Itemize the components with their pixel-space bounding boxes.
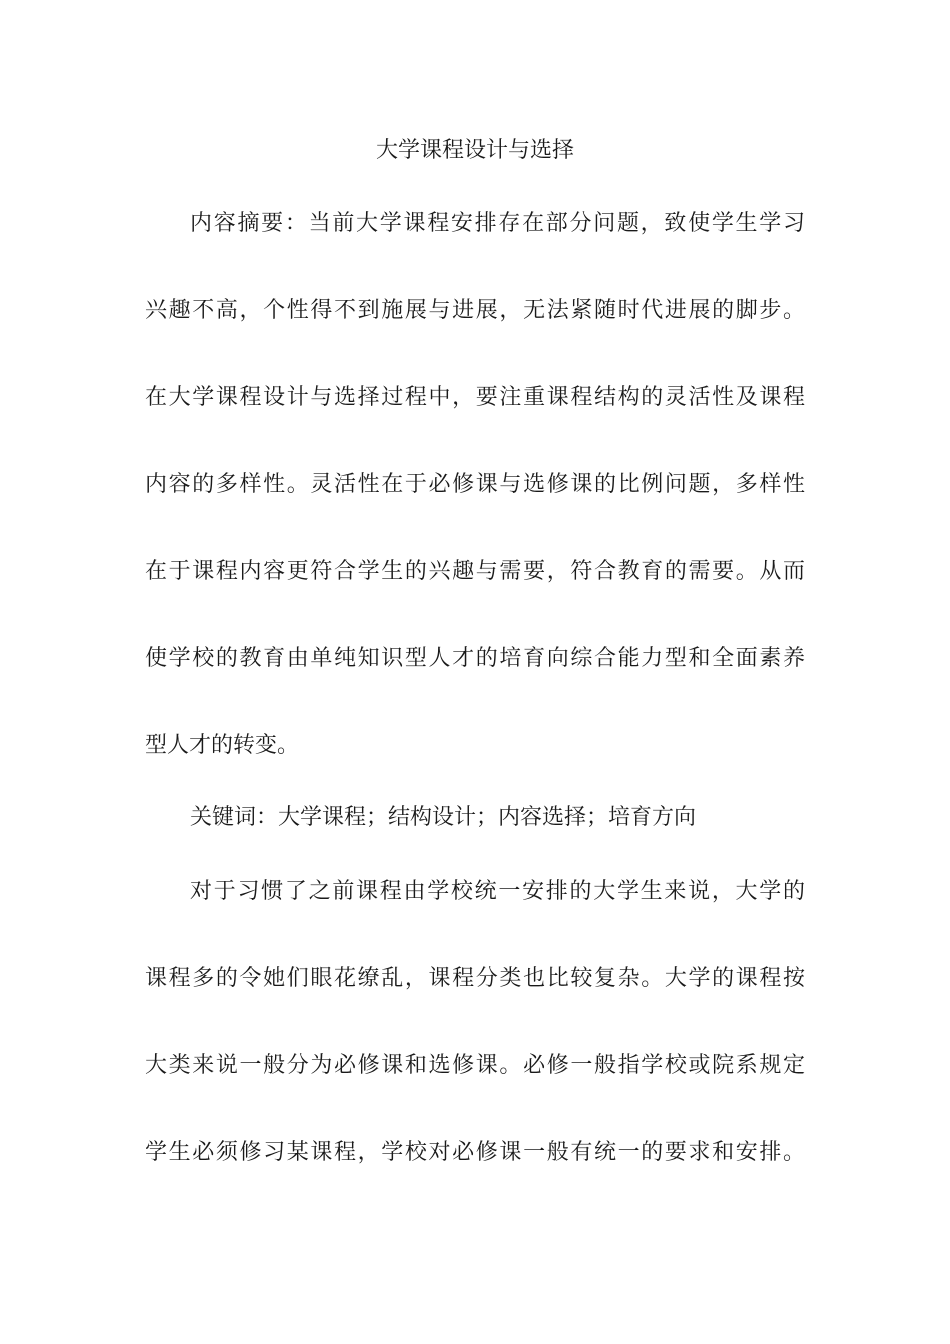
keywords-line: 关键词：大学课程；结构设计；内容选择；培育方向	[190, 805, 697, 830]
document-title: 大学课程设计与选择	[375, 138, 574, 163]
abstract-line-7: 型人才的转变。	[145, 733, 300, 758]
abstract-line-4: 内容的多样性。灵活性在于必修课与选修课的比例问题，多样性	[145, 472, 805, 497]
abstract-line-1: 内容摘要：当前大学课程安排存在部分问题，致使学生学习	[190, 211, 805, 236]
body-line-1: 对于习惯了之前课程由学校统一安排的大学生来说，大学的	[190, 879, 805, 904]
body-line-3: 大类来说一般分为必修课和选修课。必修一般指学校或院系规定	[145, 1053, 805, 1078]
abstract-line-5: 在于课程内容更符合学生的兴趣与需要，符合教育的需要。从而	[145, 559, 805, 584]
abstract-line-2: 兴趣不高，个性得不到施展与进展，无法紧随时代进展的脚步。	[145, 298, 805, 323]
body-line-2: 课程多的令她们眼花缭乱，课程分类也比较复杂。大学的课程按	[145, 966, 805, 991]
abstract-line-3: 在大学课程设计与选择过程中，要注重课程结构的灵活性及课程	[145, 385, 805, 410]
abstract-line-6: 使学校的教育由单纯知识型人才的培育向综合能力型和全面素养	[145, 646, 805, 671]
body-line-4: 学生必须修习某课程，学校对必修课一般有统一的要求和安排。	[145, 1140, 805, 1165]
